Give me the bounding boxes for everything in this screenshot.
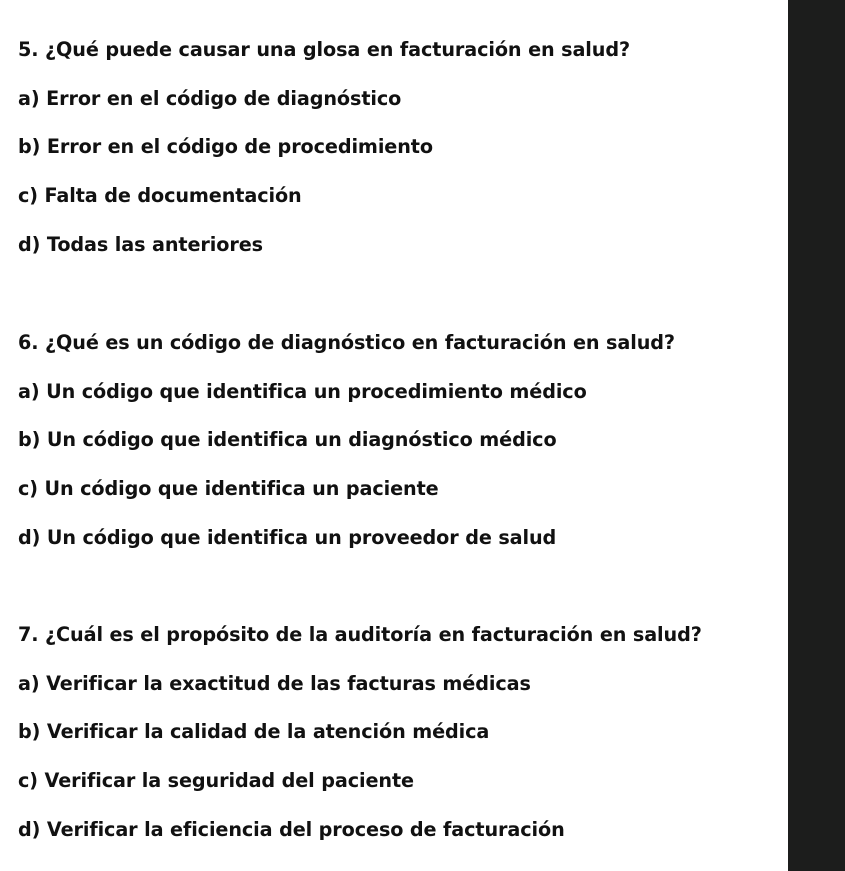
question-text: 6. ¿Qué es un código de diagnóstico en facturación en salud? [18, 331, 675, 354]
question-6-block [18, 329, 778, 572]
option-b: b) Verificar la calidad de la atención médica [18, 720, 490, 744]
option-b: b) Un código que identifica un diagnóstico médico [18, 428, 557, 452]
question-7-block [18, 621, 778, 864]
option-c: c) Falta de documentación [18, 184, 302, 208]
option-b: b) Error en el código de procedimiento [18, 135, 433, 159]
question-text: 5. ¿Qué puede causar una glosa en facturación en salud? [18, 38, 630, 61]
option-c: c) Un código que identifica un paciente [18, 477, 439, 501]
option-d: d) Verificar la eficiencia del proceso de facturación [18, 817, 565, 841]
option-a: a) Un código que identifica un procedimiento médico [18, 379, 587, 403]
dark-side-strip [788, 0, 845, 871]
option-a: a) Verificar la exactitud de las facturas médicas [18, 671, 531, 695]
question-5-block [18, 36, 778, 279]
option-a: a) Error en el código de diagnóstico [18, 86, 402, 110]
option-d: d) Todas las anteriores [18, 232, 263, 256]
option-c: c) Verificar la seguridad del paciente [18, 769, 414, 793]
question-text: 7. ¿Cuál es el propósito de la auditoría en facturación en salud? [18, 623, 702, 646]
option-d: d) Un código que identifica un proveedor de salud [18, 525, 557, 549]
